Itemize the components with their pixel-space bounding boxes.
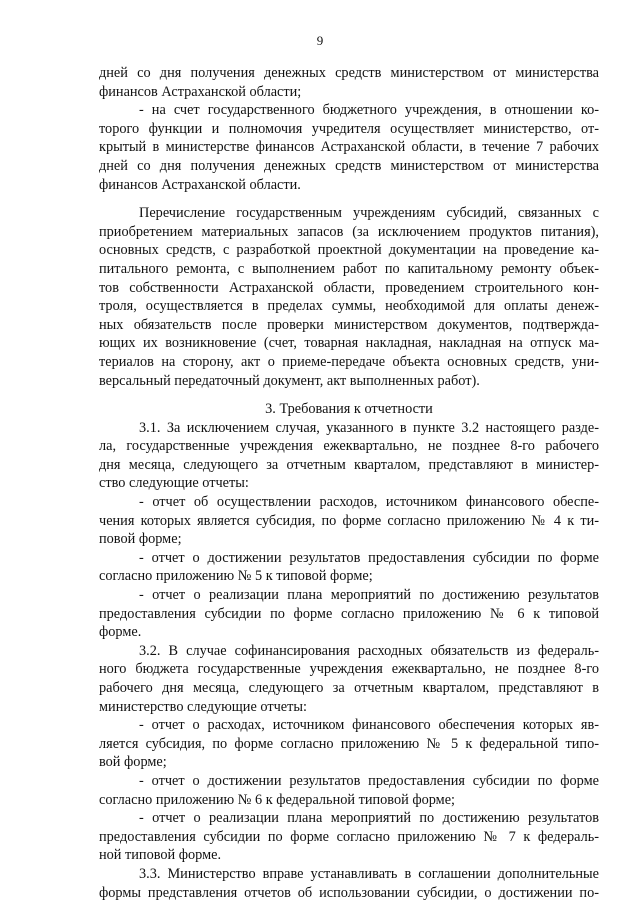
text-line: предоставления субсидии по форме согласно приложению № 7 к федераль- bbox=[99, 828, 599, 845]
text-line: формы представления отчетов об использовании субсидии, о достижении по- bbox=[99, 884, 599, 901]
text-line: - отчет о расходах, источником финансового обеспечения которых яв- bbox=[139, 717, 599, 734]
text-line: крытый в министерстве финансов Астраханской области, в течение 7 рабочих bbox=[99, 139, 599, 156]
text-line: 3.1. За исключением случая, указанного в пункте 3.2 настоящего разде- bbox=[139, 419, 599, 436]
text-line: предоставления субсидии по форме согласно приложению № 6 к типовой bbox=[99, 605, 599, 622]
text-line: - отчет о реализации плана мероприятий по достижению результатов bbox=[139, 810, 599, 827]
text-line: повой форме; bbox=[99, 531, 182, 548]
text-line: приобретением материальных запасов (за исключением продуктов питания), bbox=[99, 223, 599, 240]
text-line: согласно приложению № 6 к федеральной типовой форме; bbox=[99, 791, 456, 808]
text-line: териалов на сторону, акт о приеме-передаче объекта основных средств, уни- bbox=[99, 353, 599, 370]
text-line: Перечисление государственным учреждениям субсидий, связанных с bbox=[139, 205, 599, 222]
text-line: торого функции и полномочия учредителя осуществляет министерство, от- bbox=[99, 120, 599, 137]
text-line: троля, осуществляется в пределах суммы, необходимой для оплаты денеж- bbox=[99, 298, 599, 315]
text-line: форме. bbox=[99, 624, 142, 641]
text-line: версальный передаточный документ, акт выполненных работ). bbox=[99, 372, 480, 389]
document-body bbox=[99, 64, 599, 902]
text-line: - отчет об осуществлении расходов, источником финансового обеспе- bbox=[139, 494, 599, 511]
text-line: 3.3. Министерство вправе устанавливать в соглашении дополнительные bbox=[139, 865, 599, 882]
text-line: рабочего дня месяца, следующего за отчетным кварталом, представляют в bbox=[99, 680, 599, 696]
text-line: ющих их возникновение (счет, товарная накладная, накладная на отпуск ма- bbox=[99, 335, 599, 352]
text-line: - отчет о реализации плана мероприятий по достижению результатов bbox=[139, 587, 599, 604]
text-line: дней со дня получения денежных средств министерством от министерства bbox=[99, 157, 599, 174]
text-line: ляется субсидия, по форме согласно приложению № 5 к федеральной типо- bbox=[99, 735, 599, 752]
paragraph-gap bbox=[99, 194, 599, 204]
text-line: - на счет государственного бюджетного учреждения, в отношении ко- bbox=[139, 102, 599, 119]
text-line: ла, государственные учреждения ежеквартально, не позднее 8-го рабочего bbox=[99, 438, 599, 455]
text-line: - отчет о достижении результатов предоставления субсидии по форме bbox=[139, 549, 599, 566]
text-line: ных обязательств после проверки министерством документов, подтвержда- bbox=[99, 316, 599, 333]
text-line: дня месяца, следующего за отчетным кварталом, представляют в министер- bbox=[99, 456, 599, 473]
text-line: ной типовой форме. bbox=[99, 847, 222, 864]
text-line: ство следующие отчеты: bbox=[99, 475, 249, 492]
text-line: - отчет о достижении результатов предоставления субсидии по форме bbox=[139, 772, 599, 789]
page-number: 9 bbox=[316, 33, 324, 48]
text-line: согласно приложению № 5 к типовой форме; bbox=[99, 568, 373, 585]
text-line: финансов Астраханской области. bbox=[99, 176, 301, 193]
text-line: тов собственности Астраханской области, проведением строительного кон- bbox=[99, 279, 599, 296]
text-line: вой форме; bbox=[99, 754, 167, 771]
text-line: финансов Астраханской области; bbox=[99, 83, 302, 100]
section-heading: 3. Требования к отчетности bbox=[265, 401, 433, 418]
text-line: министерство следующие отчеты: bbox=[99, 698, 307, 715]
text-line: дней со дня получения денежных средств министерством от министерства bbox=[99, 65, 599, 81]
text-line: 3.2. В случае софинансирования расходных обязательств из федераль- bbox=[139, 642, 599, 659]
text-line: питального ремонта, с выполнением работ по капитальному ремонту объек- bbox=[99, 260, 599, 277]
text-line: ного бюджета государственные учреждения ежеквартально, не позднее 8-го bbox=[99, 661, 599, 678]
text-line: чения которых является субсидия, по форме согласно приложению № 4 к ти- bbox=[99, 512, 599, 529]
text-line: основных средств, с разработкой проектной документации на проведение ка- bbox=[99, 242, 599, 259]
